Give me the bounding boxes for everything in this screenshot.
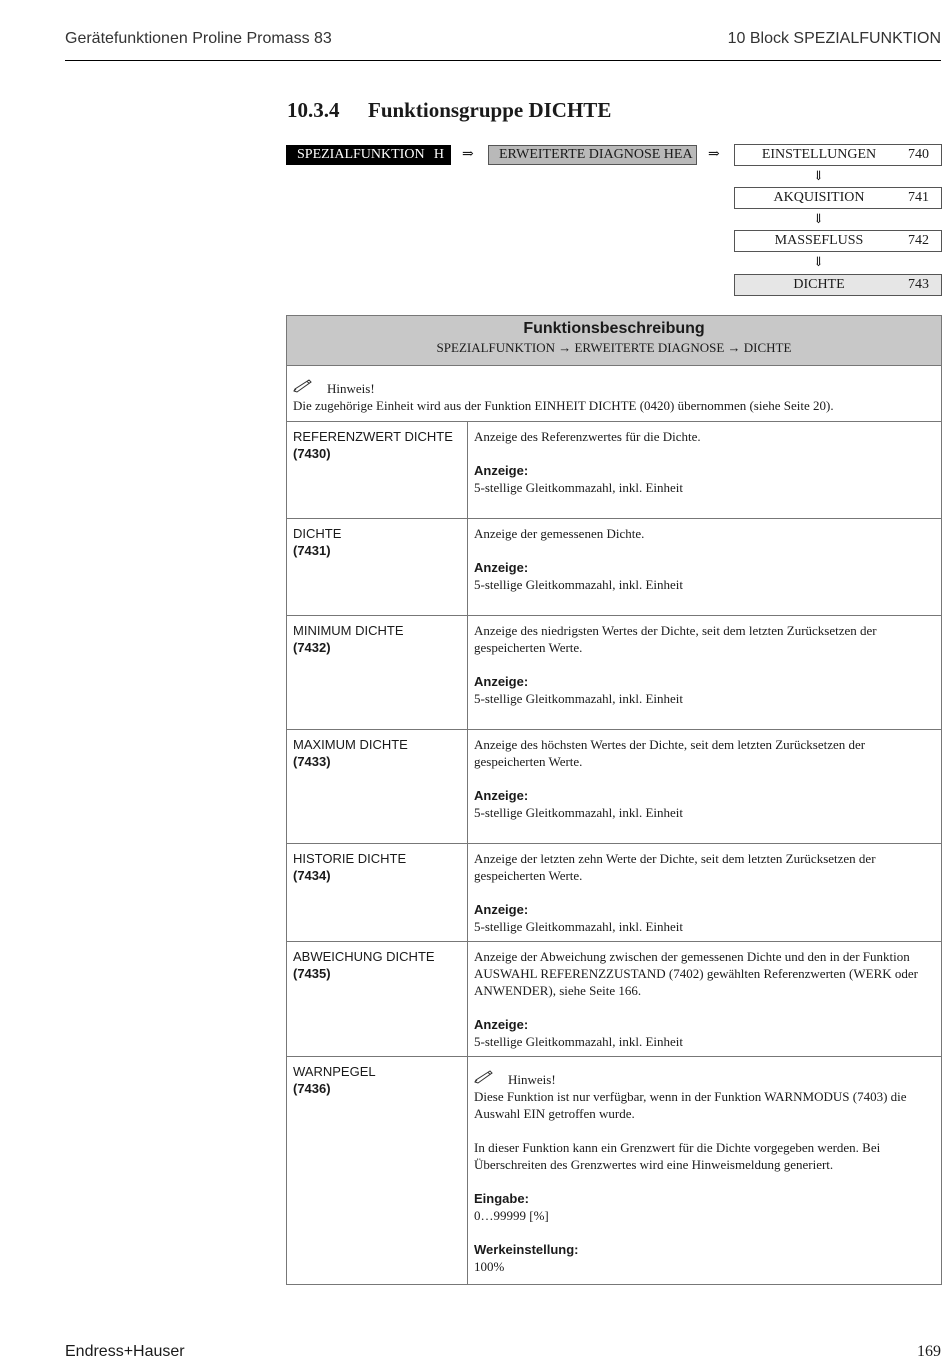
page-number: 169 bbox=[917, 1343, 941, 1360]
default-value: 100% bbox=[474, 1259, 505, 1274]
display-value: 5-stellige Gleitkommazahl, inkl. Einheit bbox=[474, 805, 684, 820]
nav-block-box bbox=[286, 145, 451, 165]
table-path: SPEZIALFUNKTION → ERWEITERTE DIAGNOSE → DICHTE bbox=[436, 340, 792, 355]
display-value: 5-stellige Gleitkommazahl, inkl. Einheit bbox=[474, 691, 684, 706]
nav-function-code: 741 bbox=[908, 190, 929, 205]
down-arrow-icon: ⇓ bbox=[813, 254, 824, 269]
function-name-cell bbox=[287, 616, 468, 730]
table-header bbox=[287, 316, 942, 366]
function-code: (7430) bbox=[293, 446, 331, 461]
nav-function-label: DICHTE bbox=[793, 277, 845, 292]
table-row bbox=[287, 519, 942, 616]
nav-group-label: ERWEITERTE DIAGNOSE HEA bbox=[499, 147, 693, 162]
right-arrow-icon: ⇒ bbox=[708, 147, 720, 162]
table-row bbox=[287, 422, 942, 519]
display-value: 5-stellige Gleitkommazahl, inkl. Einheit bbox=[474, 577, 684, 592]
function-desc-cell bbox=[468, 422, 942, 519]
note-cell bbox=[287, 366, 942, 422]
nav-block-letter: H bbox=[433, 147, 444, 162]
nav-function-label: MASSEFLUSS bbox=[774, 233, 864, 248]
display-value: 5-stellige Gleitkommazahl, inkl. Einheit bbox=[474, 1034, 684, 1049]
section-title: Funktionsgruppe DICHTE bbox=[368, 98, 612, 122]
function-code: (7436) bbox=[293, 1081, 331, 1096]
function-desc: Anzeige des niedrigsten Wertes der Dichte, seit dem letzten Zurücksetzen der gespeicherten Werte. bbox=[474, 623, 877, 655]
nav-function-box-current bbox=[734, 274, 942, 296]
function-desc: Anzeige der gemessenen Dichte. bbox=[474, 526, 645, 541]
display-value: 5-stellige Gleitkommazahl, inkl. Einheit bbox=[474, 480, 684, 495]
pencil-icon bbox=[293, 379, 317, 397]
table-row bbox=[287, 1057, 942, 1285]
note-label: Hinweis! bbox=[508, 1072, 556, 1087]
function-desc-cell bbox=[468, 616, 942, 730]
running-header-left: Gerätefunktionen Proline Promass 83 bbox=[65, 30, 332, 47]
nav-block-label: SPEZIALFUNKTION bbox=[297, 147, 425, 162]
display-value: 5-stellige Gleitkommazahl, inkl. Einheit bbox=[474, 919, 684, 934]
function-code: (7432) bbox=[293, 640, 331, 655]
function-name-cell bbox=[287, 519, 468, 616]
table-row bbox=[287, 844, 942, 942]
pencil-icon bbox=[474, 1070, 498, 1088]
function-name: ABWEICHUNG DICHTE bbox=[293, 949, 435, 964]
down-arrow-icon: ⇓ bbox=[813, 168, 824, 183]
function-code: (7433) bbox=[293, 754, 331, 769]
nav-function-box bbox=[734, 187, 942, 209]
header-rule bbox=[65, 60, 941, 61]
function-name: MINIMUM DICHTE bbox=[293, 623, 404, 638]
display-label: Anzeige: bbox=[474, 902, 529, 917]
function-desc: Anzeige des Referenzwertes für die Dichte. bbox=[474, 429, 701, 444]
input-label: Eingabe: bbox=[474, 1191, 529, 1206]
function-desc: Anzeige der letzten zehn Werte der Dichte, seit dem letzten Zurücksetzen der gespeicherten Werte. bbox=[474, 851, 876, 883]
display-label: Anzeige: bbox=[474, 1017, 529, 1032]
function-code: (7434) bbox=[293, 868, 331, 883]
section-number: 10.3.4 bbox=[287, 98, 340, 122]
function-desc: Anzeige des höchsten Wertes der Dichte, seit dem letzten Zurücksetzen der gespeicherten Werte. bbox=[474, 737, 866, 769]
right-arrow-icon: ⇒ bbox=[462, 147, 474, 162]
nav-group-box bbox=[488, 145, 697, 165]
function-description-table bbox=[286, 315, 942, 1285]
nav-function-label: AKQUISITION bbox=[773, 190, 865, 205]
function-desc-cell bbox=[468, 519, 942, 616]
note-text: Diese Funktion ist nur verfügbar, wenn in der Funktion WARNMODUS (7403) die Auswahl EIN getroffen wurde. bbox=[474, 1089, 907, 1121]
note-text: Die zugehörige Einheit wird aus der Funktion EINHEIT DICHTE (0420) übernommen (siehe Seite 20). bbox=[293, 398, 834, 413]
function-name-cell bbox=[287, 844, 468, 942]
nav-function-code: 743 bbox=[908, 277, 929, 292]
function-name-cell bbox=[287, 1057, 468, 1285]
function-desc-cell bbox=[468, 730, 942, 844]
function-name-cell bbox=[287, 730, 468, 844]
display-label: Anzeige: bbox=[474, 560, 529, 575]
input-value: 0…99999 [%] bbox=[474, 1208, 549, 1223]
function-name: HISTORIE DICHTE bbox=[293, 851, 407, 866]
display-label: Anzeige: bbox=[474, 674, 529, 689]
nav-function-box bbox=[734, 144, 942, 166]
table-row bbox=[287, 942, 942, 1057]
function-name: REFERENZWERT DICHTE bbox=[293, 429, 453, 444]
down-arrow-icon: ⇓ bbox=[813, 211, 824, 226]
function-name-cell bbox=[287, 422, 468, 519]
function-desc: Anzeige der Abweichung zwischen der gemessenen Dichte und den in der Funktion AUSWAHL REFERENZZUSTAND (7402) gewählten Referenzwerten (WERK oder ANWENDER), siehe Seite 166. bbox=[474, 949, 918, 998]
function-code: (7435) bbox=[293, 966, 331, 981]
function-desc-cell bbox=[468, 1057, 942, 1285]
table-title: Funktionsbeschreibung bbox=[523, 320, 705, 337]
running-header-right: 10 Block SPEZIALFUNKTION bbox=[727, 30, 941, 47]
note-label: Hinweis! bbox=[327, 381, 375, 396]
display-label: Anzeige: bbox=[474, 463, 529, 478]
function-name: WARNPEGEL bbox=[293, 1064, 376, 1079]
function-desc: In dieser Funktion kann ein Grenzwert für die Dichte vorgegeben werden. Bei Überschreiten des Grenzwertes wird eine Hinweismeldung generiert. bbox=[474, 1140, 881, 1172]
nav-function-code: 740 bbox=[908, 147, 929, 162]
function-name-cell bbox=[287, 942, 468, 1057]
table-row bbox=[287, 616, 942, 730]
table-row bbox=[287, 730, 942, 844]
footer-company: Endress+Hauser bbox=[65, 1343, 185, 1360]
function-desc-cell bbox=[468, 942, 942, 1057]
function-code: (7431) bbox=[293, 543, 331, 558]
function-name: DICHTE bbox=[293, 526, 342, 541]
function-name: MAXIMUM DICHTE bbox=[293, 737, 408, 752]
default-label: Werkeinstellung: bbox=[474, 1242, 579, 1257]
display-label: Anzeige: bbox=[474, 788, 529, 803]
function-desc-cell bbox=[468, 844, 942, 942]
nav-function-box bbox=[734, 230, 942, 252]
nav-function-code: 742 bbox=[908, 233, 929, 248]
nav-function-label: EINSTELLUNGEN bbox=[761, 147, 877, 162]
